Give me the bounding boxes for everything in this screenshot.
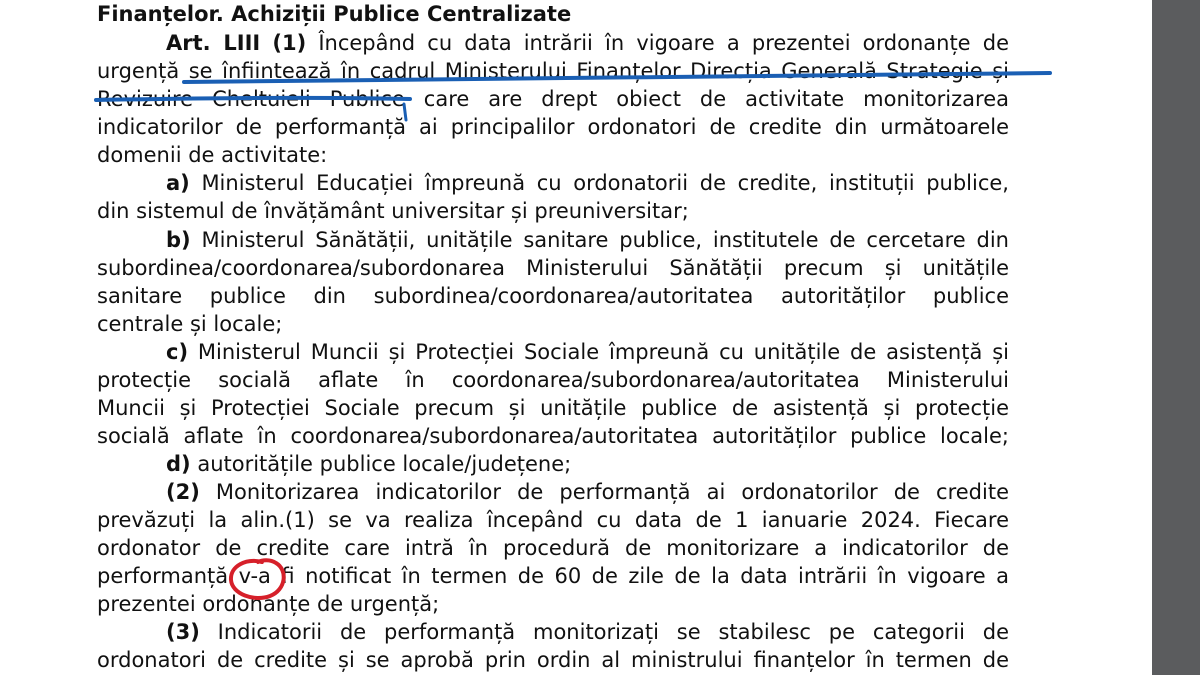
section-heading: Finanțelor. Achiziții Publice Centralizate bbox=[97, 2, 572, 26]
item-b-line-2: subordinea/coordonarea/subordonarea Ministerului Sănătății precum și unitățile bbox=[97, 256, 1009, 280]
item-d-line-1 bbox=[166, 451, 1009, 478]
item-d-letter: d) bbox=[166, 452, 191, 476]
item-b-line-4: centrale și locale; bbox=[97, 312, 283, 336]
paragraph-1-label: (1) bbox=[272, 31, 307, 55]
art-line-4: indicatorilor de performanță ai principalilor ordonatori de credite din următoarele bbox=[97, 115, 1009, 139]
art-line-5: domenii de activitate: bbox=[97, 143, 328, 167]
item-b-line-1-text: Ministerul Sănătății, unitățile sanitare publice, institutele de cercetare din bbox=[201, 228, 1009, 252]
item-a-line-2: din sistemul de învățământ universitar și preuniversitar; bbox=[97, 199, 689, 223]
item-a-line-1-text: Ministerul Educației împreună cu ordonatorii de credite, instituții publice, bbox=[201, 171, 1009, 195]
paragraph-2-label: (2) bbox=[166, 480, 200, 504]
paragraph-3-label: (3) bbox=[166, 620, 200, 644]
art-line-1 bbox=[166, 30, 1009, 57]
para-2-line-3: ordonator de credite care intră în procedură de monitorizare a indicatorilor de bbox=[97, 536, 1009, 560]
item-c-line-1 bbox=[166, 339, 1009, 366]
para-2-line-1-text: Monitorizarea indicatorilor de performanță ai ordonatorilor de credite bbox=[215, 480, 1009, 504]
item-d-line-1-text: autoritățile publice locale/județene; bbox=[197, 452, 572, 476]
para-2-line-2: prevăzuți la alin.(1) se va realiza începând cu data de 1 ianuarie 2024. Fiecare bbox=[97, 508, 1009, 532]
item-c-line-1-text: Ministerul Muncii și Protecției Sociale împreună cu unitățile de asistență și bbox=[197, 340, 1009, 364]
para-3-line-1 bbox=[166, 619, 1009, 646]
article-label: Art. LIII bbox=[166, 31, 261, 55]
item-b-line-1 bbox=[166, 227, 1009, 254]
art-line-3: Revizuire Cheltuieli Publice care are drept obiect de activitate monitorizarea bbox=[97, 87, 1009, 111]
item-c-line-4: socială aflate în coordonarea/subordonarea/autoritatea autorităților publice locale; bbox=[97, 424, 1009, 448]
viewer-scrollbar-gutter[interactable] bbox=[1152, 0, 1200, 675]
item-c-line-3: Muncii și Protecției Sociale precum și unitățile publice de asistență și protecție bbox=[97, 396, 1009, 420]
para-3-line-2: ordonatori de credite și se aprobă prin ordin al ministrului finanțelor în termen de bbox=[97, 648, 1009, 672]
para-2-line-4 bbox=[97, 563, 1009, 590]
para-2-line-1 bbox=[166, 479, 1009, 506]
para-3-line-1-text: Indicatorii de performanță monitorizați se stabilesc pe categorii de bbox=[217, 620, 1009, 644]
para-2-line-4-before: performanță bbox=[97, 564, 229, 588]
circled-word: v-a bbox=[238, 564, 271, 588]
para-2-line-5: prezentei ordonanțe de urgență; bbox=[97, 592, 440, 616]
item-b-letter: b) bbox=[166, 228, 191, 252]
art-line-1-text: Începând cu data intrării în vigoare a prezentei ordonanțe de bbox=[318, 31, 1009, 55]
item-b-line-3: sanitare publice din subordinea/coordonarea/autoritatea autorităților publice bbox=[97, 284, 1009, 308]
item-a-letter: a) bbox=[166, 171, 190, 195]
item-c-line-2: protecție socială aflate în coordonarea/subordonarea/autoritatea Ministerului bbox=[97, 368, 1009, 392]
item-c-letter: c) bbox=[166, 340, 189, 364]
para-2-line-4-after: fi notificat în termen de 60 de zile de la data intrării în vigoare a bbox=[281, 564, 1010, 588]
item-a-line-1 bbox=[166, 170, 1009, 197]
art-line-2: urgență se înființează în cadrul Ministerului Finanțelor Direcția Generală Strategie și bbox=[97, 59, 1009, 83]
